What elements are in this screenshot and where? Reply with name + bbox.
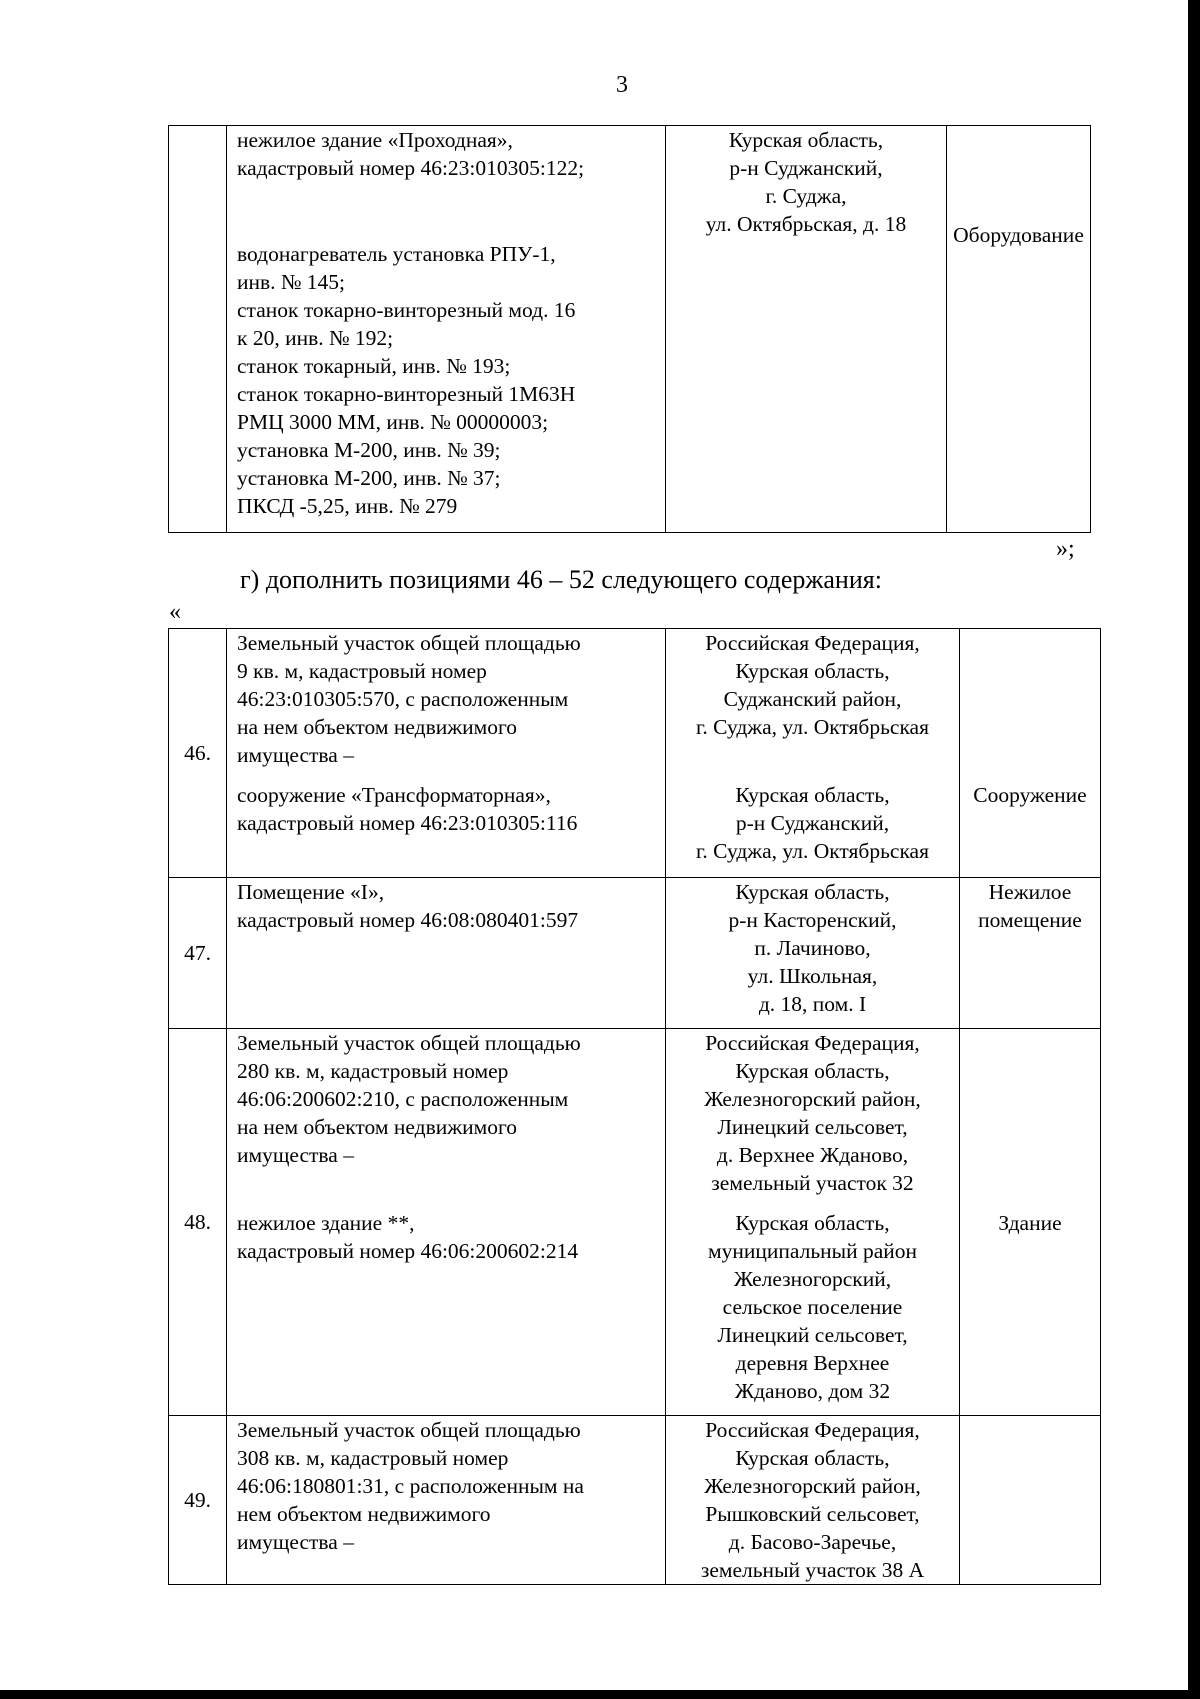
- text-line: нежилое здание **,: [237, 1211, 415, 1235]
- text-line: Здание: [998, 1211, 1062, 1235]
- text-line: Жданово, дом 32: [734, 1379, 891, 1403]
- text-line: Сооружение: [973, 783, 1087, 807]
- scan-edge-right: [1188, 0, 1200, 1699]
- text-line: Суджанский район,: [723, 687, 902, 711]
- text-line: Российская Федерация,: [705, 631, 920, 655]
- text-line: 308 кв. м, кадастровый номер: [237, 1446, 509, 1470]
- text-line: нежилое здание «Проходная»,: [237, 128, 513, 152]
- text-line: Линецкий сельсовет,: [717, 1323, 908, 1347]
- type-cell: [960, 878, 1101, 1029]
- positions-table: [168, 628, 1101, 1585]
- text-line: на нем объектом недвижимого: [237, 715, 517, 739]
- text-line: Нежилое: [988, 880, 1072, 904]
- closing-quote: »;: [1056, 536, 1075, 562]
- text-line: муниципальный район: [707, 1239, 918, 1263]
- description-cell: [227, 1416, 666, 1585]
- text-line: Курская область,: [735, 783, 890, 807]
- text-line: г. Суджа,: [765, 184, 847, 208]
- table-row: [169, 878, 1101, 1029]
- text-line: д. 18, пом. I: [758, 992, 867, 1016]
- text-line: земельный участок 32: [711, 1171, 914, 1195]
- text-line: р-н Касторенский,: [728, 908, 897, 932]
- text-line: земельный участок 38 А: [700, 1558, 925, 1582]
- text-line: д. Басово-Заречье,: [728, 1530, 897, 1554]
- text-line: р-н Суджанский,: [735, 811, 890, 835]
- opening-quote: «: [169, 599, 181, 625]
- description-cell: [227, 1029, 666, 1416]
- type-cell: [947, 126, 1091, 533]
- text-line: помещение: [978, 908, 1082, 932]
- text-line: 46:23:010305:570, с расположенным: [237, 687, 569, 711]
- text-line: нем объектом недвижимого: [237, 1502, 491, 1526]
- amendment-heading: г) дополнить позициями 46 – 52 следующего содержания:: [240, 565, 882, 594]
- text-line: сооружение «Трансформаторная»,: [237, 783, 551, 807]
- text-line: г. Суджа, ул. Октябрьская: [696, 839, 929, 863]
- text-line: станок токарный, инв. № 193;: [237, 354, 511, 378]
- address-cell: [666, 1416, 960, 1585]
- description-cell: [227, 126, 666, 533]
- text-line: РМЦ 3000 ММ, инв. № 00000003;: [237, 410, 549, 434]
- row-number: 49.: [169, 1416, 227, 1585]
- text-line: Курская область,: [728, 128, 884, 152]
- text-line: установка М-200, инв. № 37;: [237, 466, 501, 490]
- text-line: 46:06:180801:31, с расположенным на: [237, 1474, 584, 1498]
- type-cell: [960, 1416, 1101, 1585]
- text-line: Рышковский сельсовет,: [705, 1502, 920, 1526]
- row-number: 47.: [169, 878, 227, 1029]
- text-line: Земельный участок общей площадью: [237, 631, 581, 655]
- text-line: г. Суджа, ул. Октябрьская: [696, 715, 929, 739]
- table-row: [169, 629, 1101, 878]
- text-line: Железногорский район,: [704, 1474, 921, 1498]
- text-line: Курская область,: [735, 659, 890, 683]
- text-line: кадастровый номер 46:23:010305:122;: [237, 156, 585, 180]
- equipment-type: Оборудование: [953, 223, 1084, 247]
- type-cell: [960, 629, 1101, 878]
- text-line: Железногорский район,: [704, 1087, 921, 1111]
- building-description: [237, 126, 657, 182]
- text-line: кадастровый номер 46:23:010305:116: [237, 811, 578, 835]
- text-line: 9 кв. м, кадастровый номер: [237, 659, 487, 683]
- text-line: Курская область,: [735, 1446, 890, 1470]
- address-cell: [666, 629, 960, 878]
- text-line: Земельный участок общей площадью: [237, 1418, 581, 1442]
- type-cell: [960, 1029, 1101, 1416]
- description-cell: [227, 878, 666, 1029]
- text-line: к 20, инв. № 192;: [237, 326, 394, 350]
- equipment-description: [237, 240, 657, 520]
- address-cell: [666, 1029, 960, 1416]
- row-number: 48.: [169, 1029, 227, 1416]
- text-line: 46:06:200602:210, с расположенным: [237, 1087, 569, 1111]
- table-row: [169, 1416, 1101, 1585]
- text-line: Курская область,: [735, 880, 890, 904]
- text-line: имущества –: [237, 1143, 354, 1167]
- text-line: имущества –: [237, 743, 354, 767]
- text-line: Земельный участок общей площадью: [237, 1031, 581, 1055]
- text-line: имущества –: [237, 1530, 354, 1554]
- text-line: инв. № 145;: [237, 270, 346, 294]
- text-line: водонагреватель установка РПУ-1,: [237, 242, 556, 266]
- text-line: д. Верхнее Жданово,: [716, 1143, 909, 1167]
- text-line: Российская Федерация,: [705, 1031, 920, 1055]
- text-line: установка М-200, инв. № 39;: [237, 438, 501, 462]
- text-line: ул. Школьная,: [747, 964, 878, 988]
- text-line: Помещение «I»,: [237, 880, 385, 904]
- scan-edge-bottom: [0, 1690, 1200, 1699]
- text-line: Линецкий сельсовет,: [717, 1115, 908, 1139]
- text-line: п. Лачиново,: [754, 936, 871, 960]
- address-cell: [666, 878, 960, 1029]
- table-row: [169, 1029, 1101, 1416]
- text-line: станок токарно-винторезный 1М63Н: [237, 382, 576, 406]
- row-number: 46.: [169, 629, 227, 878]
- number-cell: [169, 126, 227, 533]
- text-line: 280 кв. м, кадастровый номер: [237, 1059, 509, 1083]
- text-line: ул. Октябрьская, д. 18: [705, 212, 907, 236]
- text-line: ПКСД -5,25, инв. № 279: [237, 494, 458, 518]
- text-line: Железногорский,: [733, 1267, 892, 1291]
- text-line: Курская область,: [735, 1211, 890, 1235]
- text-line: р-н Суджанский,: [729, 156, 883, 180]
- description-cell: [227, 629, 666, 878]
- text-line: Курская область,: [735, 1059, 890, 1083]
- text-line: деревня Верхнее: [735, 1351, 890, 1375]
- text-line: кадастровый номер 46:08:080401:597: [237, 908, 579, 932]
- text-line: сельское поселение: [722, 1295, 903, 1319]
- text-line: на нем объектом недвижимого: [237, 1115, 517, 1139]
- continuation-table: [168, 125, 1091, 533]
- text-line: станок токарно-винторезный мод. 16: [237, 298, 576, 322]
- text-line: Российская Федерация,: [705, 1418, 920, 1442]
- address-cell: [666, 126, 947, 533]
- text-line: кадастровый номер 46:06:200602:214: [237, 1239, 579, 1263]
- page-number: 3: [616, 72, 628, 98]
